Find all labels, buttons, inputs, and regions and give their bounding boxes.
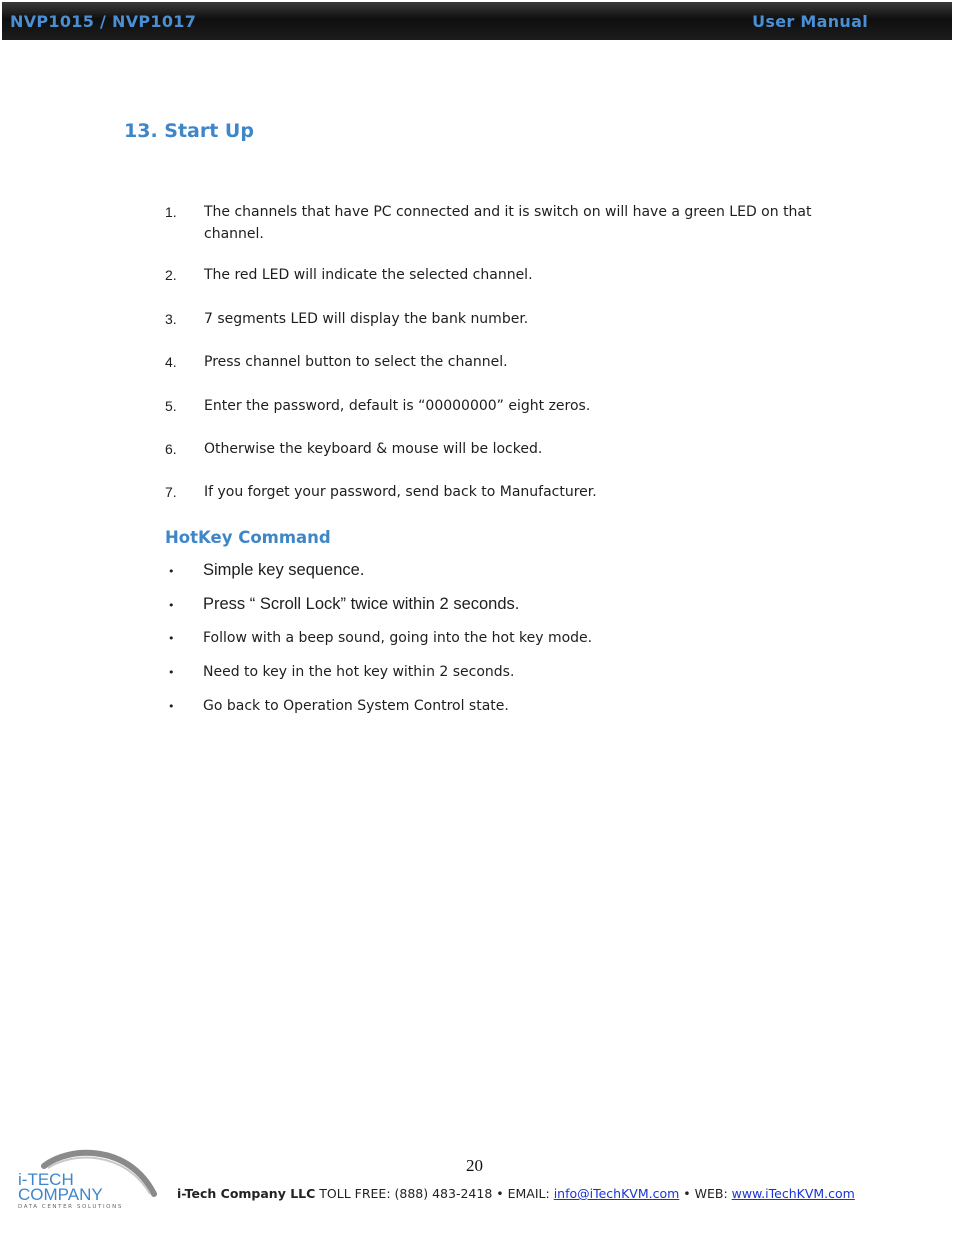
- bullet-text: Need to key in the hot key within 2 seconds.: [203, 664, 515, 680]
- step-text: The red LED will indicate the selected channel.: [204, 267, 533, 283]
- list-item: [165, 308, 825, 330]
- bullet-text: Go back to Operation System Control state.: [203, 698, 509, 714]
- step-text: Enter the password, default is “00000000” eight zeros.: [204, 398, 591, 414]
- logo-text-itech: i-TECH: [18, 1170, 74, 1189]
- step-number: 6.: [165, 441, 177, 457]
- list-item: [165, 481, 825, 503]
- step-number: 2.: [165, 267, 177, 283]
- list-item: [165, 698, 845, 714]
- bullet-text: Follow with a beep sound, going into the hot key mode.: [203, 630, 593, 646]
- bullet-icon: •: [168, 666, 175, 679]
- header-manual-title: User Manual: [752, 12, 868, 31]
- header-product-title: NVP1015 / NVP1017: [10, 12, 197, 31]
- step-text: If you forget your password, send back to Manufacturer.: [204, 484, 597, 500]
- hotkey-heading: HotKey Command: [165, 528, 331, 547]
- step-number: 1.: [165, 204, 177, 220]
- bullet-icon: •: [168, 700, 175, 713]
- list-item: [165, 351, 825, 373]
- step-number: 7.: [165, 484, 177, 500]
- bullet-text: Simple key sequence.: [203, 561, 365, 579]
- footer-company-name: i-Tech Company LLC: [177, 1186, 316, 1201]
- footer-contact-line: [177, 1186, 855, 1201]
- bullet-text: Press “ Scroll Lock” twice within 2 seconds.: [203, 595, 520, 613]
- list-item: [165, 264, 825, 286]
- step-text: 7 segments LED will display the bank number.: [204, 311, 529, 327]
- footer-web-label: • WEB:: [679, 1186, 732, 1201]
- list-item: [165, 595, 845, 614]
- list-item: [165, 201, 825, 245]
- footer-toll-free: TOLL FREE: (888) 483-2418 • EMAIL:: [315, 1186, 554, 1201]
- list-item: [165, 561, 845, 580]
- logo-tagline: DATA CENTER SOLUTIONS: [18, 1204, 123, 1210]
- page-number: 20: [466, 1156, 483, 1175]
- step-text: Otherwise the keyboard & mouse will be locked.: [204, 441, 543, 457]
- bullet-icon: •: [168, 599, 175, 612]
- step-number: 5.: [165, 398, 177, 414]
- footer-web-link[interactable]: www.iTechKVM.com: [731, 1186, 855, 1201]
- footer-email-link[interactable]: info@iTechKVM.com: [553, 1186, 680, 1201]
- bullet-icon: •: [168, 632, 175, 645]
- bullet-icon: •: [168, 565, 175, 578]
- step-text: The channels that have PC connected and it is switch on will have a green LED on that channel.: [204, 204, 812, 242]
- section-title: 13. Start Up: [124, 120, 254, 142]
- logo-text-company: COMPANY: [18, 1185, 103, 1204]
- page-header: [2, 2, 952, 40]
- itech-company-logo: [14, 1144, 160, 1210]
- list-item: [165, 395, 825, 417]
- list-item: [165, 630, 845, 646]
- list-item: [165, 438, 825, 460]
- step-text: Press channel button to select the channel.: [204, 354, 508, 370]
- step-number: 3.: [165, 311, 177, 327]
- step-number: 4.: [165, 354, 177, 370]
- list-item: [165, 664, 845, 680]
